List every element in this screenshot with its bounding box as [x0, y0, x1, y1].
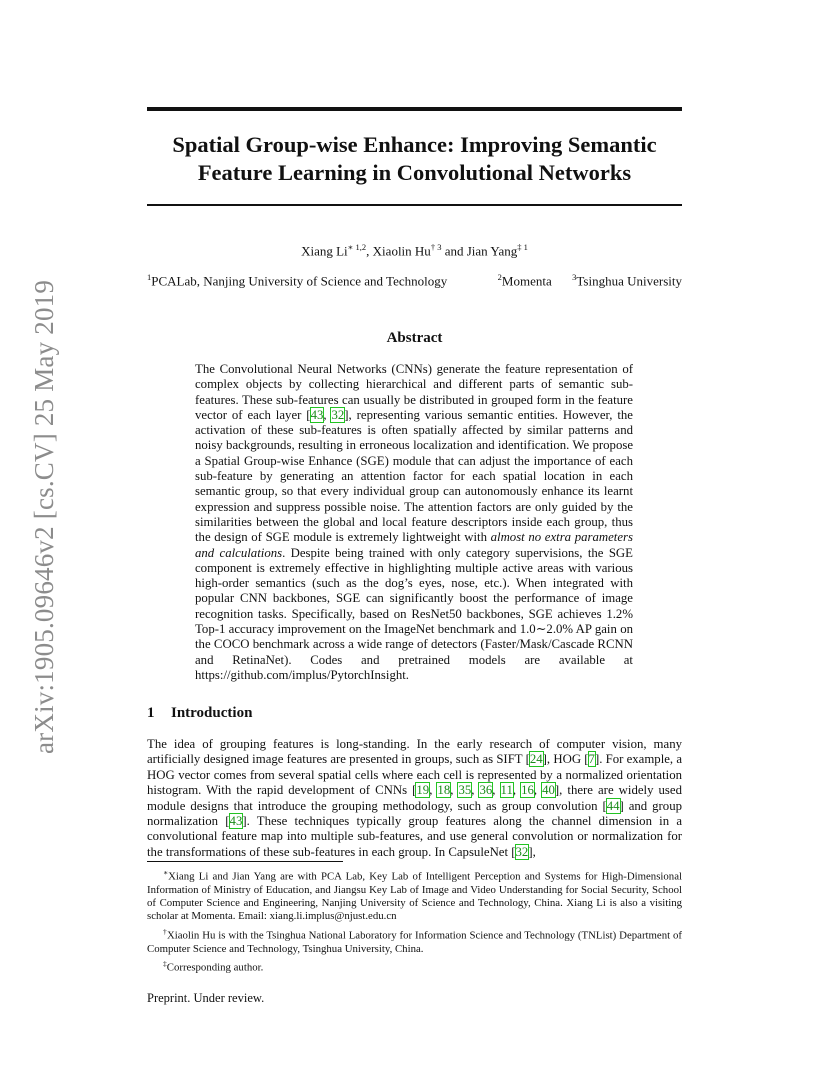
citation-link[interactable]: 44 — [606, 798, 620, 813]
citation-link[interactable]: 7 — [588, 752, 595, 767]
affiliation-mark: 3 — [572, 272, 577, 282]
citation-link[interactable]: 35 — [458, 783, 472, 798]
footnote-rule — [147, 861, 343, 862]
citation-link[interactable]: 18 — [437, 783, 451, 798]
author-name: Xiang Li — [301, 243, 348, 259]
citation-separator: , — [323, 407, 332, 422]
footnote-text: Xiang Li and Jian Yang are with PCA Lab, Key Lab of Intelligent Perception and Systems for High-Dimensional Information of Ministry of Education, and Jiangsu Key Lab of Image and Video Understanding for Social Security, School of Computer Science and Engineering, Nanjing University of Science and Technology, China. Xiang Li is also a visiting scholar at Momenta. Email: xiang.li.implus@njust.edu.cn — [147, 870, 682, 923]
author-mark: ∗ 1,2 — [347, 242, 367, 252]
footnote — [147, 866, 682, 924]
affiliation — [572, 268, 682, 290]
arxiv-stamp: arXiv:1905.09646v2 [cs.CV] 25 May 2019 — [29, 279, 59, 755]
abstract-emphasis: almost no extra parameters and calculations — [195, 530, 633, 560]
affiliation-line — [147, 268, 682, 290]
abstract-heading: Abstract — [386, 330, 443, 346]
affiliation-name: Momenta — [501, 273, 552, 289]
footnote-text: Corresponding author. — [166, 961, 264, 974]
intro-text-part: ], — [528, 844, 536, 859]
author-name: Jian Yang — [466, 243, 518, 259]
title-bottom-rule — [147, 204, 682, 206]
abstract-text-part: ], representing various semantic entities. However, the activation of these sub-features is often spatially affected by similar patterns and noisy backgrounds, resulting in erroneous localization and identification. We propose a Spatial Group-wise Enhance (SGE) module that can adjust the importance of each sub-feature by generating an attention factor for each spatial location in each semantic group, so that every individual group can autonomously enhance its learnt expression and suppress possible noise. The attention factors are only guided by the similarities between the global and local feature descriptors inside each group, thus the design of SGE module is extremely lightweight with — [195, 407, 633, 545]
author-mark: ‡ 1 — [517, 242, 528, 252]
affiliation-mark: 1 — [147, 272, 152, 282]
citation-link[interactable]: 43 — [229, 814, 243, 829]
section-number: 1 — [147, 705, 155, 721]
author-line — [147, 238, 682, 260]
intro-text-part: ], there are widely used module designs that introduce the grouping methodology, such as group convolution [ — [147, 783, 682, 813]
footnotes — [147, 866, 682, 976]
citation-link[interactable]: 32 — [515, 844, 529, 859]
footnote-mark: ‡ — [163, 958, 167, 968]
section-heading-introduction — [147, 703, 682, 723]
citation-link[interactable]: 40 — [542, 783, 555, 798]
citation-link[interactable]: 32 — [331, 407, 345, 422]
author-mark: † 3 — [430, 242, 442, 252]
author-name: Xiaolin Hu — [372, 243, 431, 259]
intro-text-part: ] and group normalization [ — [147, 798, 683, 829]
affiliation — [147, 268, 447, 290]
intro-text-part: ]. These techniques typically group features along the channel dimension in a convolutional feature map into multiple sub-features, and use general convolution or normalization for the transformations of these sub-features in each group. In CapsuleNet [ — [147, 814, 683, 859]
author-separator: and — [441, 243, 467, 259]
footnote-mark: ∗ — [163, 868, 169, 877]
affiliation-mark: 2 — [497, 272, 502, 282]
intro-text-part: ], HOG [ — [542, 752, 589, 767]
footnote — [147, 925, 682, 956]
affiliation-name: Tsinghua University — [576, 273, 682, 289]
citation-link[interactable]: 36 — [479, 783, 493, 798]
footnote — [147, 957, 682, 975]
footnote-mark: † — [163, 926, 167, 936]
citation-link[interactable]: 19 — [416, 783, 430, 798]
citation-link[interactable]: 43 — [310, 407, 324, 422]
author-separator: , — [366, 243, 373, 259]
preprint-notice: Preprint. Under review. — [147, 991, 265, 1005]
paper-title: Spatial Group-wise Enhance: Improving Semantic Feature Learning in Convolutional Networks — [172, 132, 657, 185]
citation-link[interactable]: 24 — [529, 752, 543, 767]
footnote-text: Xiaolin Hu is with the Tsinghua National Laboratory for Information Science and Technology (TNList) Department of Computer Science and Technology, Tsinghua University, China. — [147, 929, 682, 955]
affiliation — [498, 268, 552, 290]
abstract-text — [195, 362, 633, 683]
section-title: Introduction — [171, 705, 253, 721]
citation-link[interactable]: 16 — [521, 783, 534, 798]
intro-text-part: The idea of grouping features is long-standing. In the early research of computer vision, many artificially designed image features are presented in groups, such as SIFT [ — [147, 737, 682, 767]
abstract-text-part: The Convolutional Neural Networks (CNNs) generate the feature representation of complex objects by collecting hierarchical and different parts of semantic sub-features. These sub-features can usually be distributed in grouped form in the feature vector of each layer [ — [195, 362, 633, 422]
title-top-rule — [147, 107, 682, 111]
abstract-text-part: . Despite being trained with only category supervisions, the SGE component is extremely effective in highlighting multiple active areas with various high-order semantics (such as the dog’s eyes, nose, etc.). When integrated with popular CNN backbones, SGE can significantly boost the performance of image recognition tasks. Specifically, based on ResNet50 backbones, SGE achieves 1.2% Top-1 accuracy improvement on the ImageNet benchmark and 1.0∼2.0% AP gain on the COCO benchmark across a wide range of detectors (Faster/Mask/Cascade RCNN and RetinaNet). Codes and pretrained models are available at https://github.com/implus/PytorchInsight. — [195, 545, 633, 682]
citation-link[interactable]: 11 — [500, 783, 513, 798]
intro-text-part: ]. For example, a HOG vector comes from several spatial cells where each cell is represented by a normalized orientation histogram. With the rapid development of CNNs [ — [147, 752, 683, 798]
introduction-text: The idea of grouping features is long-standing. In the early research of computer vision, many artificially designed image features are presented in groups, such as SIFT [24], HOG [7]. For example, a HOG vector comes from several spatial cells where each cell is represented by a normalized orientation histogram. With the rapid development of CNNs [19, 18, 35, 36, 11, 16, 40], there are widely used module designs that introduce the grouping methodology, such as group convolution [44] and group normalization [43]. These techniques typically group features along the channel dimension in a convolutional feature map into multiple sub-features, and use general convolution or normalization for the transformations of these sub-features in each group. In CapsuleNet [32], — [147, 737, 683, 859]
affiliation-name: PCALab, Nanjing University of Science and Technology — [151, 273, 448, 289]
